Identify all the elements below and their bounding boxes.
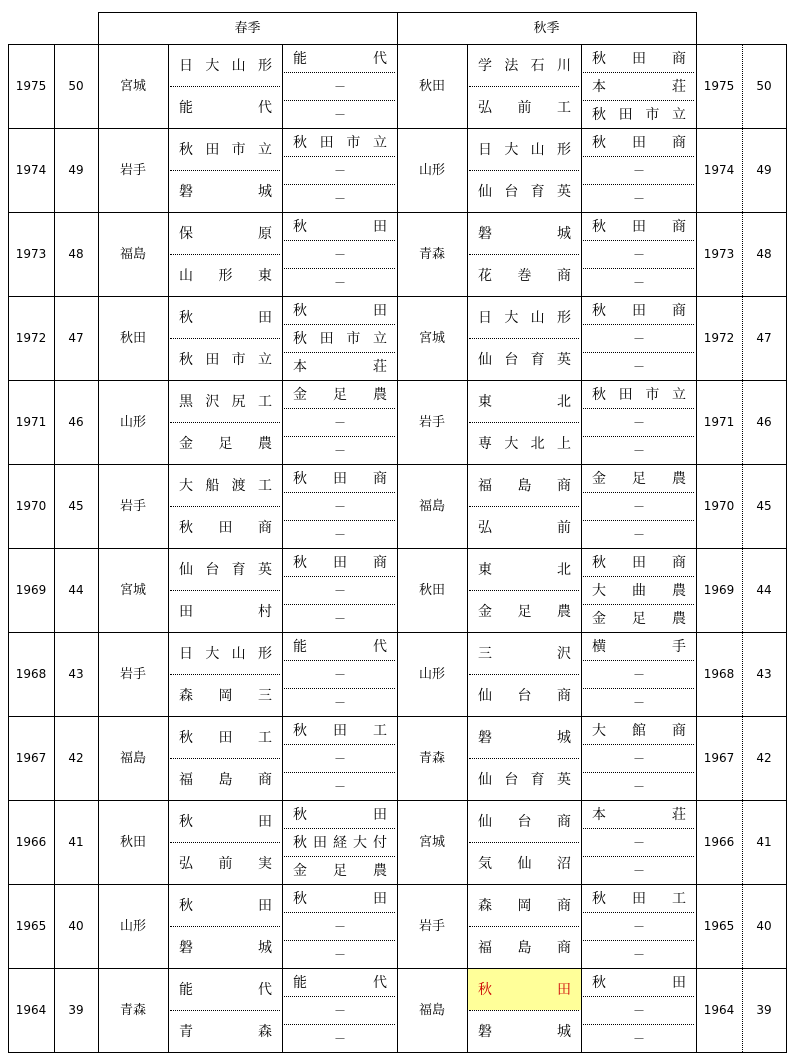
autumn-qualifier: － [632,1003,645,1018]
edition-right: 50 [756,79,772,93]
dotted-divider [284,156,395,157]
dotted-divider [469,842,579,843]
edition-right: 41 [756,835,772,849]
year: 1975 [15,79,47,93]
spring-host: 青森 [119,1002,146,1018]
autumn-finalist: 日 大 山 形 [478,309,571,326]
dotted-divider [469,1010,579,1011]
grid-line [98,12,99,45]
spring-finalist: 日 大 山 形 [179,645,272,662]
spring-qualifier: 能 代 [293,50,387,67]
autumn-qualifier: 秋 田 商 [592,554,686,571]
grid-line [696,12,697,45]
year: 1967 [15,751,47,765]
autumn-qualifier: － [632,275,645,290]
grid-line [168,44,169,1053]
spring-finalist: 秋 田 市 立 [179,141,272,158]
year-right: 1967 [703,751,735,765]
spring-qualifier: 秋 田 商 [293,470,387,487]
dotted-divider [742,44,743,1052]
spring-finalist: 仙 台 育 英 [179,561,272,578]
spring-finalist: 日 大 山 形 [179,57,272,74]
autumn-qualifier: 金 足 農 [592,470,686,487]
dotted-divider [583,940,694,941]
autumn-host: 福島 [418,1002,445,1018]
year: 1969 [15,583,47,597]
dotted-divider [284,352,395,353]
year-right: 1968 [703,667,735,681]
autumn-qualifier: － [632,835,645,850]
dotted-divider [284,856,395,857]
spring-host: 山形 [119,414,146,430]
dotted-divider [284,268,395,269]
autumn-qualifier: 秋 田 商 [592,50,686,67]
dotted-divider [284,1024,395,1025]
autumn-host: 青森 [418,750,445,766]
spring-host: 岩手 [119,162,146,178]
spring-finalist: 能 代 [179,99,272,116]
dotted-divider [583,688,694,689]
grid-line [8,44,9,1053]
autumn-qualifier: － [632,919,645,934]
autumn-qualifier: － [632,947,645,962]
spring-finalist: 田 村 [179,603,272,620]
autumn-qualifier: 本 荘 [592,78,686,95]
spring-host: 山形 [119,918,146,934]
autumn-qualifier: － [632,527,645,542]
edition: 44 [68,583,84,597]
grid-line [696,44,697,1053]
dotted-divider [583,436,694,437]
autumn-qualifier: － [632,667,645,682]
autumn-finalist: 仙 台 育 英 [478,351,571,368]
dotted-divider [284,660,395,661]
dotted-divider [170,842,280,843]
edition: 45 [68,499,84,513]
autumn-finalist: 仙 台 育 英 [478,183,571,200]
spring-qualifier: － [333,919,346,934]
year: 1974 [15,163,47,177]
dotted-divider [583,912,694,913]
autumn-finalist: 福 島 商 [478,477,571,494]
year-right: 1964 [703,1003,735,1017]
spring-finalist: 弘 前 実 [179,855,272,872]
dotted-divider [284,604,395,605]
dotted-divider [583,996,694,997]
autumn-finalist: 磐 城 [478,225,571,242]
header-autumn: 秋季 [533,20,560,36]
dotted-divider [170,422,280,423]
dotted-divider [170,590,280,591]
spring-qualifier: 金 足 農 [293,862,387,879]
autumn-qualifier: 秋 田 商 [592,218,686,235]
dotted-divider [469,926,579,927]
dotted-divider [170,254,280,255]
spring-finalist: 青 森 [179,1023,272,1040]
dotted-divider [583,408,694,409]
grid-line [282,44,283,1053]
autumn-qualifier: 本 荘 [592,806,686,823]
dotted-divider [469,422,579,423]
dotted-divider [170,338,280,339]
autumn-finalist: 弘 前 [478,519,571,536]
autumn-host: 福島 [418,498,445,514]
dotted-divider [583,856,694,857]
dotted-divider [583,520,694,521]
autumn-qualifier: 秋 田 商 [592,134,686,151]
autumn-host: 秋田 [418,582,445,598]
autumn-qualifier: － [632,415,645,430]
spring-finalist: 秋 田 市 立 [179,351,272,368]
spring-host: 秋田 [119,330,146,346]
edition: 42 [68,751,84,765]
spring-finalist: 秋 田 工 [179,729,272,746]
spring-finalist: 秋 田 [179,813,272,830]
autumn-qualifier: － [632,695,645,710]
autumn-finalist: 専 大 北 上 [478,435,571,452]
dotted-divider [170,758,280,759]
autumn-finalist: 仙 台 商 [478,813,571,830]
dotted-divider [583,492,694,493]
spring-host: 岩手 [119,666,146,682]
edition-right: 49 [756,163,772,177]
edition-right: 40 [756,919,772,933]
dotted-divider [284,184,395,185]
spring-qualifier: － [333,1003,346,1018]
edition: 47 [68,331,84,345]
spring-qualifier: － [333,107,346,122]
year: 1968 [15,667,47,681]
autumn-finalist: 仙 台 商 [478,687,571,704]
dotted-divider [469,338,579,339]
autumn-finalist: 東 北 [478,561,571,578]
autumn-finalist: 三 沢 [478,645,571,662]
spring-qualifier: － [333,583,346,598]
autumn-host: 山形 [418,162,445,178]
dotted-divider [170,674,280,675]
spring-finalist: 福 島 商 [179,771,272,788]
edition-right: 45 [756,499,772,513]
dotted-divider [583,156,694,157]
dotted-divider [284,324,395,325]
spring-qualifier: － [333,499,346,514]
spring-qualifier: － [333,947,346,962]
edition: 49 [68,163,84,177]
dotted-divider [284,240,395,241]
autumn-qualifier: 秋 田 市 立 [592,106,686,123]
edition-right: 46 [756,415,772,429]
year-right: 1974 [703,163,735,177]
dotted-divider [284,436,395,437]
year: 1970 [15,499,47,513]
spring-qualifier: － [333,275,346,290]
spring-finalist: 金 足 農 [179,435,272,452]
dotted-divider [284,576,395,577]
year-right: 1969 [703,583,735,597]
spring-finalist: 磐 城 [179,939,272,956]
spring-qualifier: 秋 田 市 立 [293,330,387,347]
autumn-finalist: 気 仙 沼 [478,855,571,872]
autumn-qualifier: 金 足 農 [592,610,686,627]
dotted-divider [583,184,694,185]
spring-qualifier: － [333,751,346,766]
dotted-divider [469,86,579,87]
dotted-divider [583,604,694,605]
dotted-divider [583,576,694,577]
autumn-qualifier: 秋 田 商 [592,302,686,319]
spring-qualifier: － [333,667,346,682]
dotted-divider [284,996,395,997]
dotted-divider [469,506,579,507]
header-spring: 春季 [234,20,261,36]
autumn-qualifier: － [632,779,645,794]
autumn-finalist: 花 巻 商 [478,267,571,284]
autumn-finalist-highlighted: 秋 田 [468,969,581,1010]
year-right: 1975 [703,79,735,93]
spring-finalist: 大 船 渡 工 [179,477,272,494]
year-right: 1970 [703,499,735,513]
spring-finalist: 秋 田 [179,897,272,914]
dotted-divider [284,492,395,493]
autumn-finalist: 弘 前 工 [478,99,571,116]
autumn-finalist: 学 法 石 川 [478,57,571,74]
dotted-divider [170,1010,280,1011]
grid-line [786,44,787,1053]
autumn-host: 岩手 [418,414,445,430]
autumn-qualifier: － [632,443,645,458]
spring-host: 福島 [119,246,146,262]
year-right: 1966 [703,835,735,849]
autumn-finalist: 東 北 [478,393,571,410]
edition: 43 [68,667,84,681]
edition-right: 43 [756,667,772,681]
dotted-divider [284,940,395,941]
spring-qualifier: － [333,79,346,94]
autumn-finalist: 金 足 農 [478,603,571,620]
spring-finalist: 山 形 東 [179,267,272,284]
dotted-divider [170,86,280,87]
dotted-divider [284,688,395,689]
autumn-finalist: 森 岡 商 [478,897,571,914]
autumn-host: 岩手 [418,918,445,934]
autumn-qualifier: － [632,751,645,766]
spring-qualifier: 秋 田 商 [293,554,387,571]
spring-qualifier: － [333,695,346,710]
autumn-host: 青森 [418,246,445,262]
spring-qualifier: 秋 田 経 大 付 [293,834,387,851]
autumn-finalist: 仙 台 育 英 [478,771,571,788]
autumn-qualifier: － [632,163,645,178]
spring-qualifier: 秋 田 [293,890,387,907]
spring-qualifier: － [333,163,346,178]
spring-host: 福島 [119,750,146,766]
autumn-finalist: 磐 城 [478,729,571,746]
dotted-divider [583,324,694,325]
year-right: 1972 [703,331,735,345]
spring-qualifier: － [333,191,346,206]
edition: 48 [68,247,84,261]
dotted-divider [583,772,694,773]
autumn-qualifier: － [632,359,645,374]
dotted-divider [469,254,579,255]
dotted-divider [583,828,694,829]
spring-qualifier: － [333,611,346,626]
dotted-divider [583,240,694,241]
autumn-qualifier: － [632,191,645,206]
dotted-divider [583,744,694,745]
dotted-divider [284,828,395,829]
year: 1964 [15,1003,47,1017]
spring-finalist: 保 原 [179,225,272,242]
spring-qualifier: 能 代 [293,974,387,991]
autumn-qualifier: 大 館 商 [592,722,686,739]
edition: 39 [68,1003,84,1017]
dotted-divider [583,660,694,661]
dotted-divider [284,408,395,409]
spring-host: 岩手 [119,498,146,514]
spring-qualifier: 本 荘 [293,358,387,375]
autumn-finalist: 福 島 商 [478,939,571,956]
grid-line [98,44,99,1053]
autumn-host: 山形 [418,666,445,682]
edition: 41 [68,835,84,849]
year-right: 1973 [703,247,735,261]
spring-qualifier: 秋 田 工 [293,722,387,739]
year: 1966 [15,835,47,849]
autumn-host: 秋田 [418,78,445,94]
dotted-divider [583,72,694,73]
year: 1973 [15,247,47,261]
edition-right: 44 [756,583,772,597]
year-right: 1971 [703,415,735,429]
dotted-divider [583,352,694,353]
dotted-divider [170,170,280,171]
dotted-divider [583,1024,694,1025]
dotted-divider [170,926,280,927]
grid-line [397,12,398,45]
dotted-divider [284,912,395,913]
spring-qualifier: 秋 田 市 立 [293,134,387,151]
dotted-divider [284,744,395,745]
spring-host: 宮城 [119,582,146,598]
edition-right: 47 [756,331,772,345]
autumn-finalist: 日 大 山 形 [478,141,571,158]
autumn-qualifier: 秋 田 工 [592,890,686,907]
spring-host: 秋田 [119,834,146,850]
autumn-host: 宮城 [418,834,445,850]
spring-qualifier: 秋 田 [293,806,387,823]
spring-finalist: 秋 田 商 [179,519,272,536]
autumn-qualifier: 大 曲 農 [592,582,686,599]
grid-line [467,44,468,1053]
dotted-divider [583,100,694,101]
autumn-qualifier: 秋 田 市 立 [592,386,686,403]
year: 1972 [15,331,47,345]
autumn-qualifier: 秋 田 [592,974,686,991]
spring-qualifier: － [333,527,346,542]
dotted-divider [284,72,395,73]
autumn-qualifier: － [632,499,645,514]
spring-host: 宮城 [119,78,146,94]
edition: 40 [68,919,84,933]
edition-right: 48 [756,247,772,261]
grid-line [397,44,398,1053]
spring-finalist: 黒 沢 尻 工 [179,393,272,410]
dotted-divider [469,590,579,591]
spring-qualifier: － [333,1031,346,1046]
dotted-divider [284,772,395,773]
edition-right: 42 [756,751,772,765]
dotted-divider [469,674,579,675]
spring-qualifier: － [333,443,346,458]
spring-finalist: 能 代 [179,981,272,998]
autumn-qualifier: － [632,247,645,262]
edition-right: 39 [756,1003,772,1017]
autumn-qualifier: － [632,331,645,346]
dotted-divider [284,520,395,521]
spring-qualifier: 金 足 農 [293,386,387,403]
autumn-finalist: 磐 城 [478,1023,571,1040]
edition: 50 [68,79,84,93]
year: 1965 [15,919,47,933]
autumn-qualifier: － [632,863,645,878]
autumn-qualifier: － [632,1031,645,1046]
edition: 46 [68,415,84,429]
spring-qualifier: 秋 田 [293,218,387,235]
spring-qualifier: 秋 田 [293,302,387,319]
spring-qualifier: 能 代 [293,638,387,655]
dotted-divider [469,758,579,759]
grid-line [581,44,582,1053]
year: 1971 [15,415,47,429]
spring-qualifier: － [333,247,346,262]
spring-qualifier: － [333,415,346,430]
dotted-divider [284,100,395,101]
autumn-qualifier: 横 手 [592,638,686,655]
year-right: 1965 [703,919,735,933]
spring-qualifier: － [333,779,346,794]
dotted-divider [469,170,579,171]
dotted-divider [170,506,280,507]
dotted-divider [583,268,694,269]
grid-line [54,44,55,1053]
spring-finalist: 秋 田 [179,309,272,326]
spring-finalist: 森 岡 三 [179,687,272,704]
autumn-host: 宮城 [418,330,445,346]
spring-finalist: 磐 城 [179,183,272,200]
